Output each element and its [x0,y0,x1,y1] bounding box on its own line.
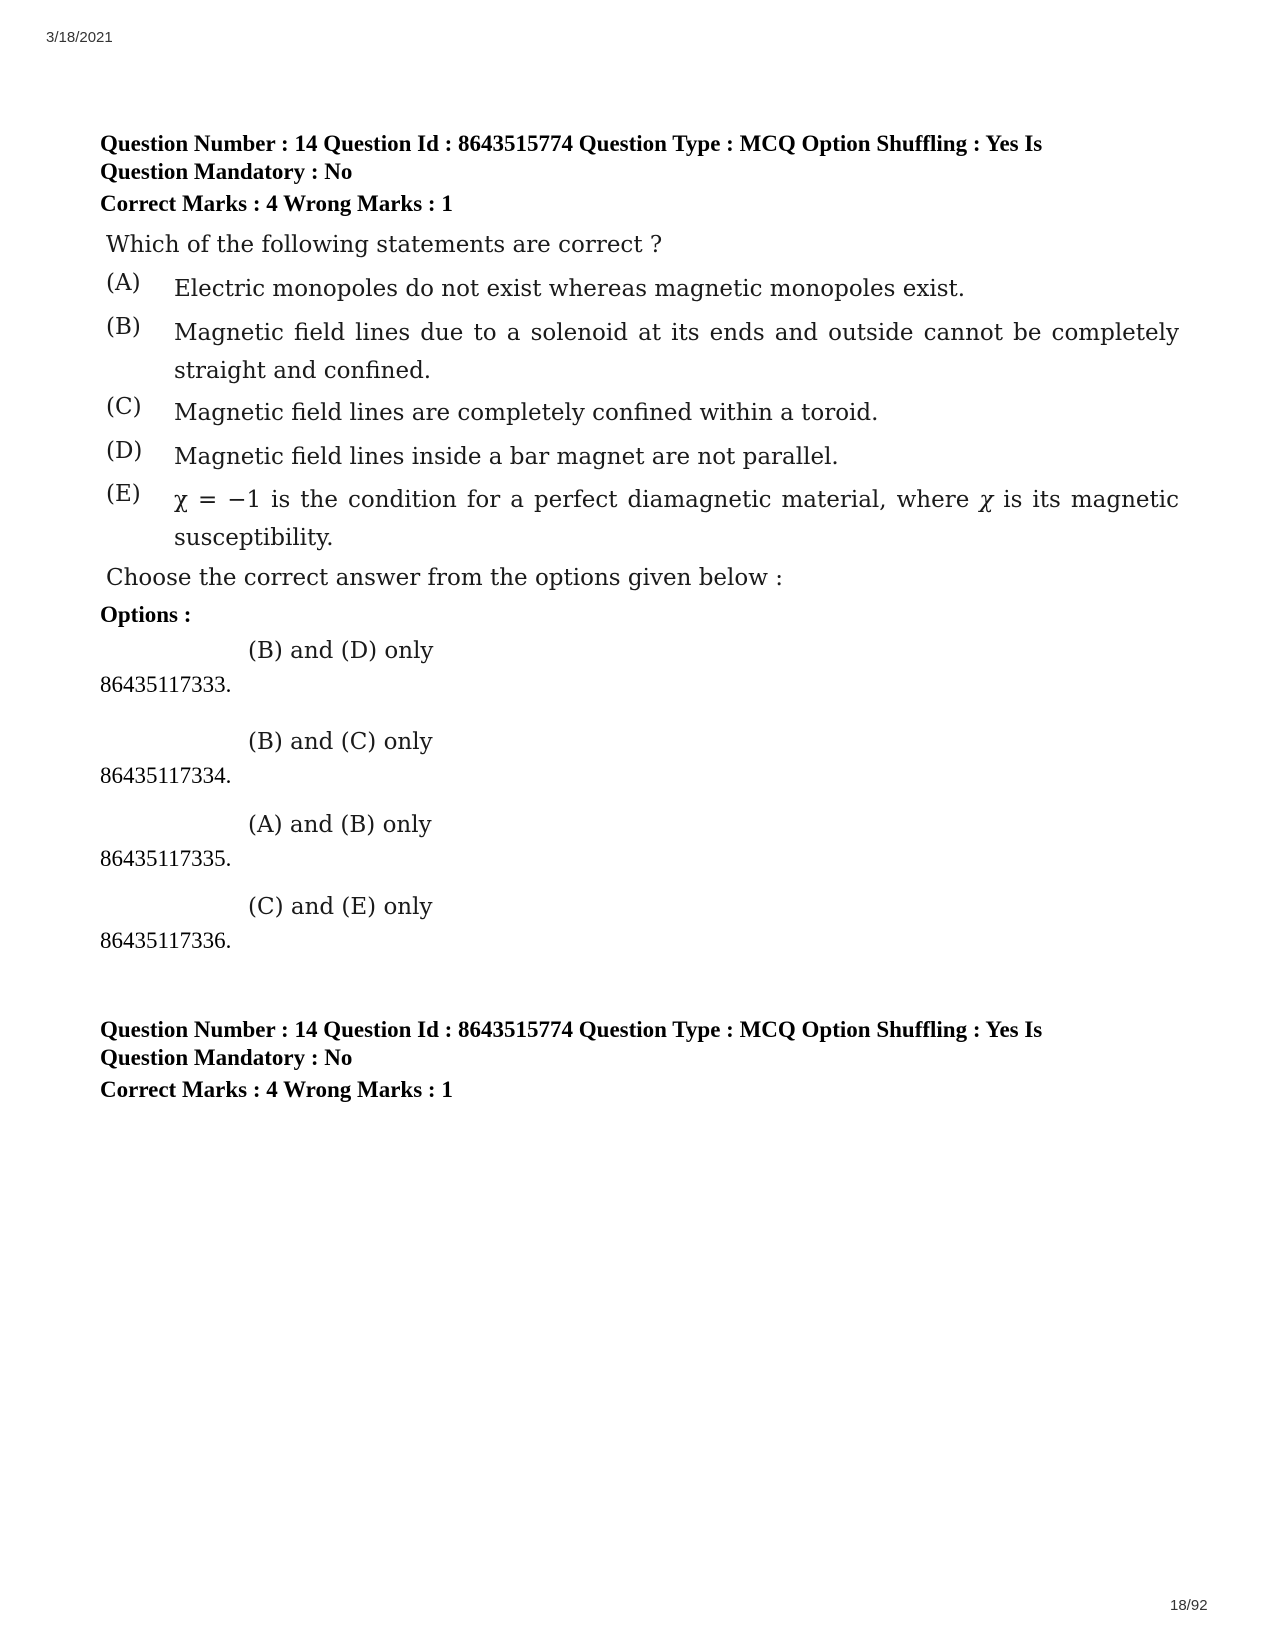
statement-text: Magnetic field lines inside a bar magnet are not parallel. [174,444,839,470]
page-number: 18/92 [1170,1597,1208,1614]
option-1[interactable] [100,638,700,698]
statement-label: (B) [106,314,141,340]
statement-label: (A) [106,270,141,296]
chi-symbol: χ [979,487,994,513]
question-prompt: Which of the following statements are correct ? [106,232,663,258]
options-label: Options : [100,602,192,627]
option-id: 86435117334. [100,763,232,788]
option-text: (B) and (C) only [248,729,433,755]
statement-text: Electric monopoles do not exist whereas magnetic monopoles exist. [174,276,966,302]
option-id: 86435117335. [100,846,232,871]
option-id: 86435117333. [100,672,232,697]
option-text: (C) and (E) only [248,894,433,920]
statement-label: (E) [106,481,141,507]
statement-text: Magnetic field lines due to a solenoid at its ends and outside cannot be completely straight and confined. [174,320,1179,384]
statement-text: Magnetic field lines are completely confined within a toroid. [174,400,879,426]
question-meta-bottom [100,1016,1180,1104]
question-meta-top [100,130,1180,218]
question-meta-line-1: Question Number : 14 Question Id : 8643515774 Question Type : MCQ Option Shuffling : Yes Is [100,131,1043,156]
marks-line: Correct Marks : 4 Wrong Marks : 1 [100,1077,453,1102]
print-date: 3/18/2021 [46,29,113,46]
option-text: (B) and (D) only [248,638,434,664]
option-4[interactable] [100,894,700,954]
question-meta-line-2: Question Mandatory : No [100,159,353,184]
option-3[interactable] [100,812,700,872]
statement-text: χ = −1 is the condition for a perfect diamagnetic material, where χ is its magnetic susceptibility. [174,487,1179,551]
option-id: 86435117336. [100,928,232,953]
answer-instruction: Choose the correct answer from the options given below : [106,565,783,591]
option-2[interactable] [100,729,700,789]
question-meta-line-1: Question Number : 14 Question Id : 8643515774 Question Type : MCQ Option Shuffling : Yes Is [100,1017,1043,1042]
question-meta-line-2: Question Mandatory : No [100,1045,353,1070]
marks-line: Correct Marks : 4 Wrong Marks : 1 [100,191,453,216]
statement-label: (D) [106,438,143,464]
option-text: (A) and (B) only [248,812,432,838]
statement-label: (C) [106,394,142,420]
